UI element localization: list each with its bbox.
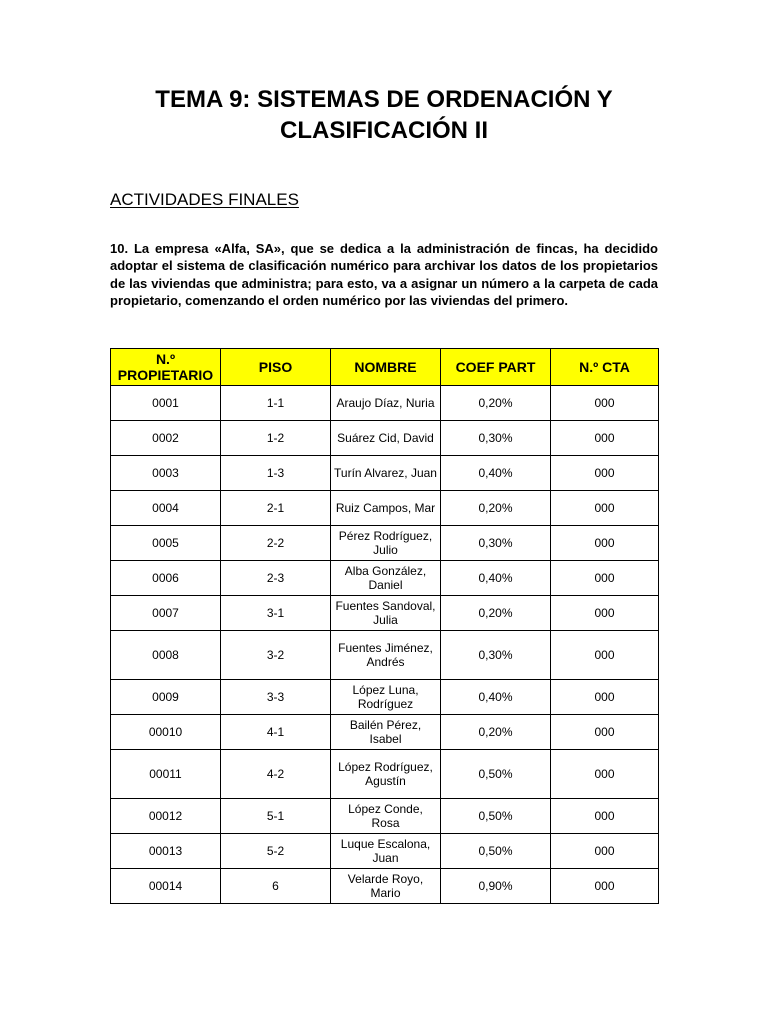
coef-cell: 0,30%	[441, 421, 551, 456]
coef-cell: 0,50%	[441, 834, 551, 869]
owner-number-cell: 0001	[111, 386, 221, 421]
header-name: NOMBRE	[331, 349, 441, 386]
owner-number-cell: 0008	[111, 631, 221, 680]
table-row	[111, 561, 659, 596]
table-header-row	[111, 349, 659, 386]
name-cell: López Luna, Rodríguez	[331, 680, 441, 715]
section-heading: ACTIVIDADES FINALES	[110, 190, 299, 209]
account-cell: 000	[551, 596, 659, 631]
account-cell: 000	[551, 799, 659, 834]
table-row	[111, 421, 659, 456]
exercise-paragraph: 10. La empresa «Alfa, SA», que se dedica a la administración de fincas, ha decidido adoptar el sistema de clasificación numérico para archivar los datos de los propietarios de las viviendas que administra; para esto, va a asignar un número a la carpeta de cada propietario, comenzando el orden numérico por las viviendas del primero.	[110, 241, 658, 309]
coef-cell: 0,40%	[441, 680, 551, 715]
header-account-number: N.º CTA	[551, 349, 659, 386]
account-cell: 000	[551, 456, 659, 491]
name-cell: Fuentes Sandoval, Julia	[331, 596, 441, 631]
account-cell: 000	[551, 386, 659, 421]
owner-number-cell: 00014	[111, 869, 221, 904]
coef-cell: 0,20%	[441, 715, 551, 750]
owner-number-cell: 00013	[111, 834, 221, 869]
floor-cell: 2-3	[221, 561, 331, 596]
table-row	[111, 869, 659, 904]
account-cell: 000	[551, 680, 659, 715]
owners-table	[110, 348, 659, 904]
account-cell: 000	[551, 631, 659, 680]
page-title-line-2: CLASIFICACIÓN II	[280, 117, 488, 144]
table-row	[111, 456, 659, 491]
header-coef-part: COEF PART	[441, 349, 551, 386]
table-row	[111, 386, 659, 421]
account-cell: 000	[551, 421, 659, 456]
floor-cell: 1-2	[221, 421, 331, 456]
name-cell: López Conde, Rosa	[331, 799, 441, 834]
floor-cell: 3-3	[221, 680, 331, 715]
account-cell: 000	[551, 750, 659, 799]
owner-number-cell: 0002	[111, 421, 221, 456]
owner-number-cell: 0007	[111, 596, 221, 631]
name-cell: López Rodríguez, Agustín	[331, 750, 441, 799]
name-cell: Luque Escalona, Juan	[331, 834, 441, 869]
coef-cell: 0,30%	[441, 526, 551, 561]
floor-cell: 2-2	[221, 526, 331, 561]
owner-number-cell: 00012	[111, 799, 221, 834]
table-row	[111, 715, 659, 750]
account-cell: 000	[551, 491, 659, 526]
floor-cell: 5-1	[221, 799, 331, 834]
table-row	[111, 631, 659, 680]
coef-cell: 0,20%	[441, 596, 551, 631]
floor-cell: 3-1	[221, 596, 331, 631]
name-cell: Pérez Rodríguez, Julio	[331, 526, 441, 561]
floor-cell: 5-2	[221, 834, 331, 869]
floor-cell: 1-1	[221, 386, 331, 421]
owner-number-cell: 0003	[111, 456, 221, 491]
coef-cell: 0,50%	[441, 750, 551, 799]
coef-cell: 0,90%	[441, 869, 551, 904]
owner-number-cell: 00011	[111, 750, 221, 799]
coef-cell: 0,20%	[441, 491, 551, 526]
owner-number-cell: 00010	[111, 715, 221, 750]
coef-cell: 0,50%	[441, 799, 551, 834]
table-row	[111, 491, 659, 526]
header-owner-number: N.º PROPIETARIO	[111, 349, 221, 386]
table-row	[111, 526, 659, 561]
table-row	[111, 799, 659, 834]
coef-cell: 0,40%	[441, 456, 551, 491]
floor-cell: 1-3	[221, 456, 331, 491]
account-cell: 000	[551, 834, 659, 869]
account-cell: 000	[551, 561, 659, 596]
floor-cell: 4-2	[221, 750, 331, 799]
name-cell: Ruiz Campos, Mar	[331, 491, 441, 526]
table-row	[111, 596, 659, 631]
name-cell: Turín Alvarez, Juan	[331, 456, 441, 491]
account-cell: 000	[551, 715, 659, 750]
account-cell: 000	[551, 869, 659, 904]
name-cell: Bailén Pérez, Isabel	[331, 715, 441, 750]
coef-cell: 0,40%	[441, 561, 551, 596]
name-cell: Fuentes Jiménez, Andrés	[331, 631, 441, 680]
owner-number-cell: 0004	[111, 491, 221, 526]
account-cell: 000	[551, 526, 659, 561]
floor-cell: 6	[221, 869, 331, 904]
owner-number-cell: 0005	[111, 526, 221, 561]
floor-cell: 4-1	[221, 715, 331, 750]
floor-cell: 2-1	[221, 491, 331, 526]
page-title-line-1: TEMA 9: SISTEMAS DE ORDENACIÓN Y	[155, 86, 613, 113]
header-floor: PISO	[221, 349, 331, 386]
table-row	[111, 680, 659, 715]
owner-number-cell: 0009	[111, 680, 221, 715]
name-cell: Alba González, Daniel	[331, 561, 441, 596]
name-cell: Suárez Cid, David	[331, 421, 441, 456]
owner-number-cell: 0006	[111, 561, 221, 596]
name-cell: Araujo Díaz, Nuria	[331, 386, 441, 421]
coef-cell: 0,30%	[441, 631, 551, 680]
name-cell: Velarde Royo, Mario	[331, 869, 441, 904]
coef-cell: 0,20%	[441, 386, 551, 421]
page-title	[100, 84, 668, 146]
floor-cell: 3-2	[221, 631, 331, 680]
table-row	[111, 750, 659, 799]
table-row	[111, 834, 659, 869]
